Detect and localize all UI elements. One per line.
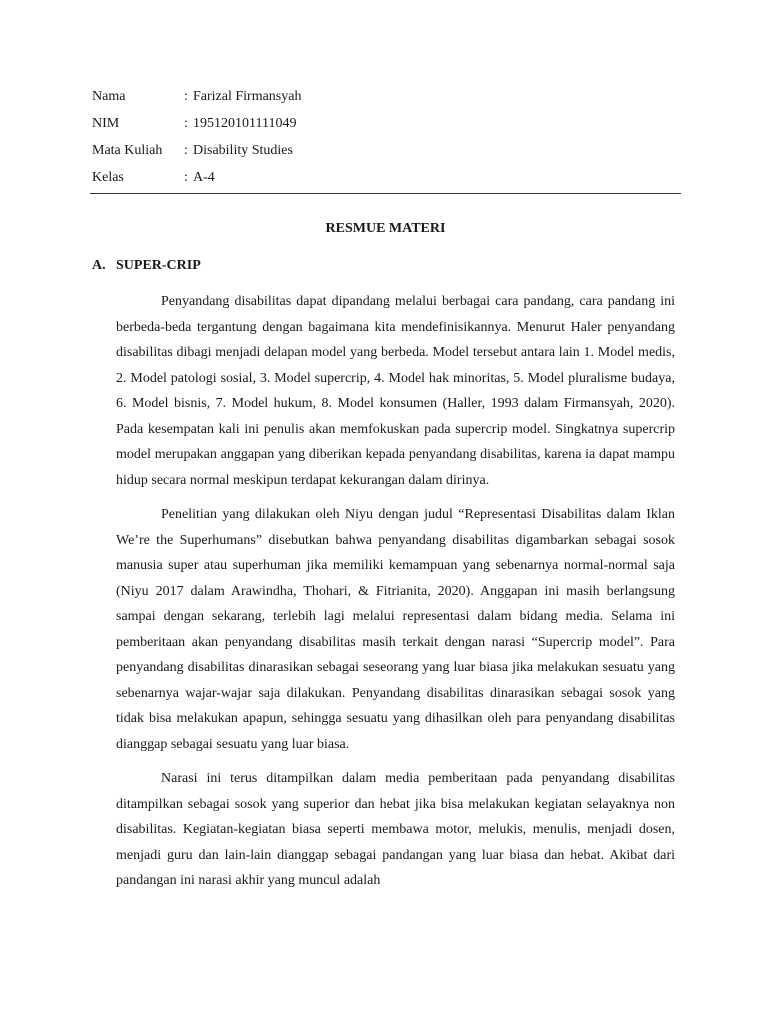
info-row-course [92, 139, 301, 166]
info-row-class [92, 166, 301, 193]
paragraph: Narasi ini terus ditampilkan dalam media pemberitaan pada penyandang disabilitas ditampilkan sebagai sosok yang superior dan hebat jika bisa melakukan kegiatan selayaknya non disabilitas. Kegiatan-kegiatan biasa seperti membawa motor, melukis, menulis, menjadi dosen, menjadi guru dan lain-lain dianggap sebagai pandangan yang luar biasa dan hebat. Akibat dari pandangan ini narasi akhir yang muncul adalah [116, 771, 675, 888]
info-label: NIM [92, 116, 120, 131]
info-separator: : [184, 170, 188, 185]
info-row-nim [92, 112, 301, 139]
paragraph: Penelitian yang dilakukan oleh Niyu dengan judul “Representasi Disabilitas dalam Iklan We’re the Superhumans” disebutkan bahwa penyandang disabilitas digambarkan sebagai sosok manusia super atau superhuman jika memiliki kemampuan yang sebenarnya normal-normal saja (Niyu 2017 dalam Arawindha, Thohari, & Fitrianita, 2020). Anggapan ini masih berlangsung sampai dengan sekarang, terlebih lagi melalui representasi dalam bidang media. Selama ini pemberitaan akan penyandang disabilitas masih terkait dengan narasi “Supercrip model”. Para penyandang disabilitas dinarasikan sebagai seseorang yang luar biasa jika melakukan sesuatu yang sebenarnya wajar-wajar saja dilakukan. Penyandang disabilitas dinarasikan sebagai sosok yang tidak bisa melakukan apapun, sehingga sesuatu yang dihasilkan oleh para penyandang disabilitas dianggap sebagai sesuatu yang luar biasa. [116, 507, 675, 752]
info-label: Kelas [92, 170, 124, 185]
section-letter: A. [92, 258, 106, 273]
info-value-class: A-4 [193, 170, 215, 185]
paragraph: Penyandang disabilitas dapat dipandang melalui berbagai cara pandang, cara pandang ini berbeda-beda tergantung dengan bagaimana kita mendefinisikannya. Menurut Haler penyandang disabilitas dibagi menjadi delapan model yang berbeda. Model tersebut antara lain 1. Model medis, 2. Model patologi sosial, 3. Model supercrip, 4. Model hak minoritas, 5. Model pluralisme budaya, 6. Model bisnis, 7. Model hukum, 8. Model konsumen (Haller, 1993 dalam Firmansyah, 2020). Pada kesempatan kali ini penulis akan memfokuskan pada supercrip model. Singkatnya supercrip model merupakan anggapan yang diberikan kepada penyandang disabilitas, karena ia dapat mampu hidup secara normal meskipun terdapat kekurangan dalam dirinya. [116, 294, 675, 488]
student-info-table [92, 85, 301, 193]
info-label: Nama [92, 89, 126, 104]
info-value-course: Disability Studies [193, 143, 293, 158]
section-title: SUPER-CRIP [116, 258, 201, 273]
info-label: Mata Kuliah [92, 143, 163, 158]
info-separator: : [184, 143, 188, 158]
info-separator: : [184, 116, 188, 131]
info-row-name [92, 85, 301, 112]
info-value-nim: 195120101111049 [193, 116, 297, 131]
info-separator: : [184, 89, 188, 104]
header-divider [90, 193, 681, 194]
section-heading [92, 256, 201, 276]
document-title: RESMUE MATERI [325, 221, 446, 236]
info-value-name: Farizal Firmansyah [193, 89, 302, 104]
section-body [116, 289, 675, 903]
